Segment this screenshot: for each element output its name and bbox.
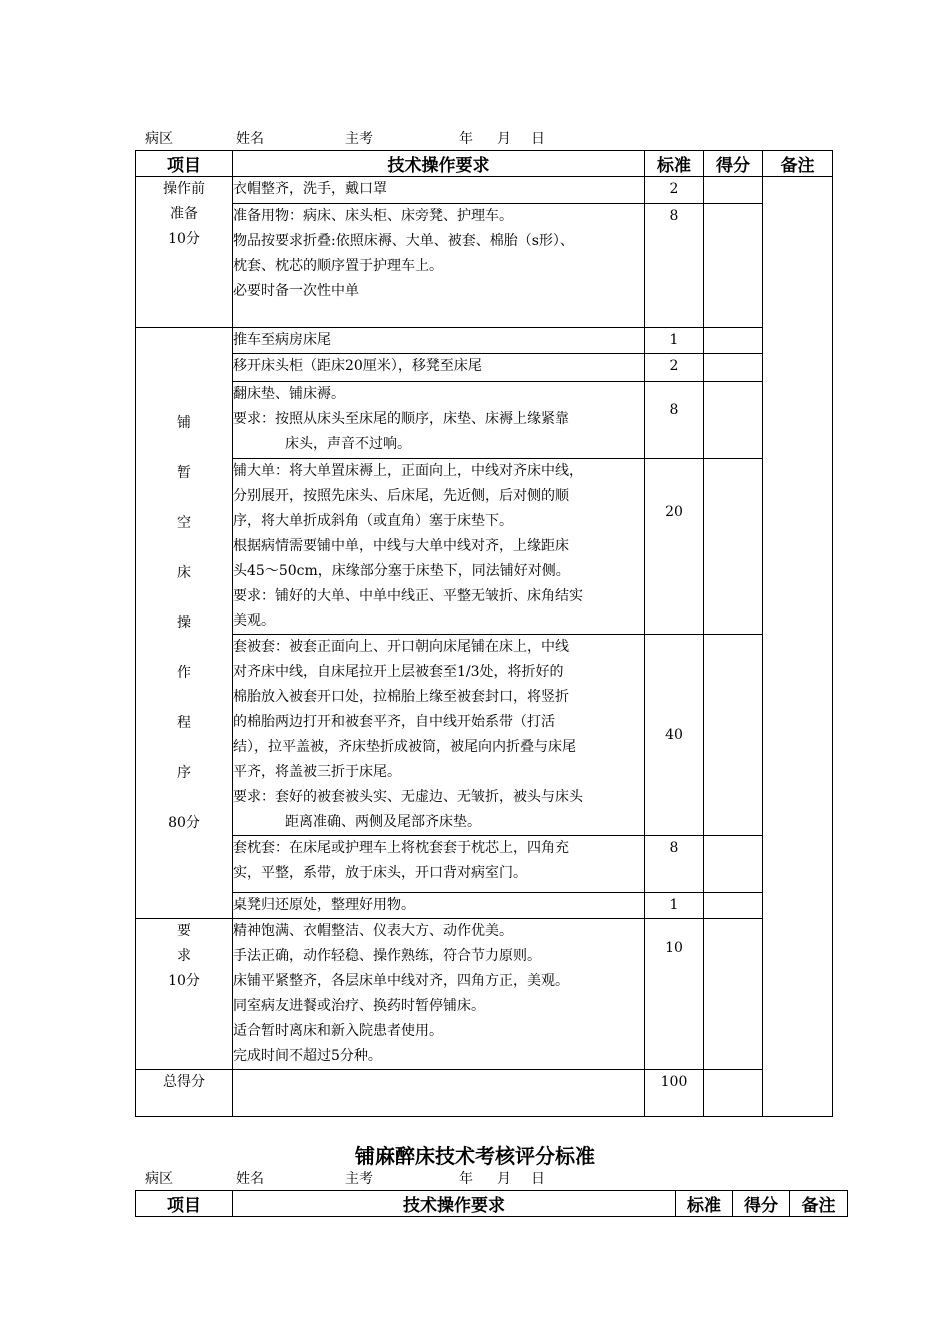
name-label: 姓名 [236,131,264,147]
score-cell[interactable] [704,382,763,459]
standard-score: 1 [645,328,704,354]
standard-score: 2 [645,354,704,382]
category-procedure: 铺 暂 空 床 操 作 程 序 80分 [136,328,233,919]
standard-score: 8 [645,382,704,459]
score-cell[interactable] [704,635,763,836]
total-label: 总得分 [136,1070,233,1117]
year-label: 年 [459,1171,473,1187]
month-label: 月 [497,131,511,147]
scoring-table-2 [135,1190,848,1217]
table-row [136,919,833,1070]
col-notes-header: 备注 [790,1191,848,1217]
table-row [136,1070,833,1117]
day-label: 日 [531,1171,545,1187]
day-label: 日 [531,131,545,147]
year-label: 年 [459,131,473,147]
table-row [136,177,833,204]
table-row [136,328,833,354]
requirement-cell: 铺大单：将大单置床褥上，正面向上，中线对齐床中线， 分别展开，按照先床头、后床尾，先近侧，后对侧的顺 序，将大单折成斜角（或直角）塞于床垫下。 根据病情需要铺中单，中线与大单中线对齐，上缘距床 头45～50cm，床缘部分塞于床垫下，同法铺好对侧。 要求：铺好的大单、中单中线正、平整无皱折、床角结实 美观。 [233,459,645,635]
col-item-header: 项目 [136,1191,233,1217]
requirement-cell: 套枕套：在床尾或护理车上将枕套套于枕芯上，四角充 实，平整，系带，放于床头，开口背对病室门。 [233,836,645,893]
requirement-cell: 桌凳归还原处，整理好用物。 [233,893,645,919]
exam-header [0,1168,950,1188]
table-header-row [136,1191,848,1217]
category-requirements: 要 求 10分 [136,919,233,1070]
score-cell[interactable] [704,204,763,328]
requirement-cell: 翻床垫、铺床褥。 要求：按照从床头至床尾的顺序，床垫、床褥上缘紧靠 床头，声音不过响。 [233,382,645,459]
score-cell[interactable] [704,354,763,382]
score-cell[interactable] [704,459,763,635]
standard-score: 10 [645,919,704,1070]
table-row [136,459,833,635]
exam-header [0,128,950,148]
table-row [136,836,833,893]
standard-score: 20 [645,459,704,635]
requirement-cell: 推车至病房床尾 [233,328,645,354]
month-label: 月 [497,1171,511,1187]
examiner-label: 主考 [345,131,373,147]
scoring-table [135,150,833,1117]
score-cell[interactable] [704,919,763,1070]
total-requirement-cell [233,1070,645,1117]
examiner-label: 主考 [345,1171,373,1187]
score-cell[interactable] [704,177,763,204]
col-score-header: 得分 [704,151,763,177]
requirement-cell: 套被套：被套正面向上、开口朝向床尾铺在床上，中线 对齐床中线，自床尾拉开上层被套至1/3处，将折好的 棉胎放入被套开口处，拉棉胎上缘至被套封口，将竖折 的棉胎两边打开和被套平齐，自中线开始系带（打活 结），拉平盖被，齐床垫折成被筒，被尾向内折叠与床尾 平齐，将盖被三折于床尾。 要求：套好的被套被头实、无虚边、无皱折，被头与床头 距离准确、两侧及尾部齐床垫。 [233,635,645,836]
col-standard-header: 标准 [645,151,704,177]
col-score-header: 得分 [733,1191,790,1217]
notes-cell[interactable] [763,177,833,1117]
standard-score: 8 [645,836,704,893]
standard-score: 1 [645,893,704,919]
table-row [136,635,833,836]
name-label: 姓名 [236,1171,264,1187]
col-notes-header: 备注 [763,151,833,177]
col-item-header: 项目 [136,151,233,177]
table-row [136,382,833,459]
score-cell[interactable] [704,893,763,919]
ward-label: 病区 [145,1171,173,1187]
requirement-cell: 衣帽整齐，洗手，戴口罩 [233,177,645,204]
standard-score: 8 [645,204,704,328]
requirement-cell: 准备用物：病床、床头柜、床旁凳、护理车。 物品按要求折叠:依照床褥、大单、被套、棉胎（s形）、 枕套、枕芯的顺序置于护理车上。 必要时备一次性中单 [233,204,645,328]
score-cell[interactable] [704,328,763,354]
standard-score: 40 [645,635,704,836]
table-header-row [136,151,833,177]
table-row [136,204,833,328]
table-row [136,354,833,382]
total-score-cell[interactable] [704,1070,763,1117]
standard-score: 2 [645,177,704,204]
page-title: 铺麻醉床技术考核评分标准 [355,1144,595,1168]
col-standard-header: 标准 [676,1191,733,1217]
col-requirements-header: 技术操作要求 [233,151,645,177]
category-preparation: 操作前 准备 10分 [136,177,233,328]
total-standard: 100 [645,1070,704,1117]
ward-label: 病区 [145,131,173,147]
table-row [136,893,833,919]
score-cell[interactable] [704,836,763,893]
col-requirements-header: 技术操作要求 [233,1191,676,1217]
requirement-cell: 精神饱满、衣帽整洁、仪表大方、动作优美。 手法正确，动作轻稳、操作熟练，符合节力原则。 床铺平紧整齐，各层床单中线对齐，四角方正，美观。 同室病友进餐或治疗、换药时暂停铺床。 适合暂时离床和新入院患者使用。 完成时间不超过5分种。 [233,919,645,1070]
requirement-cell: 移开床头柜（距床20厘米），移凳至床尾 [233,354,645,382]
